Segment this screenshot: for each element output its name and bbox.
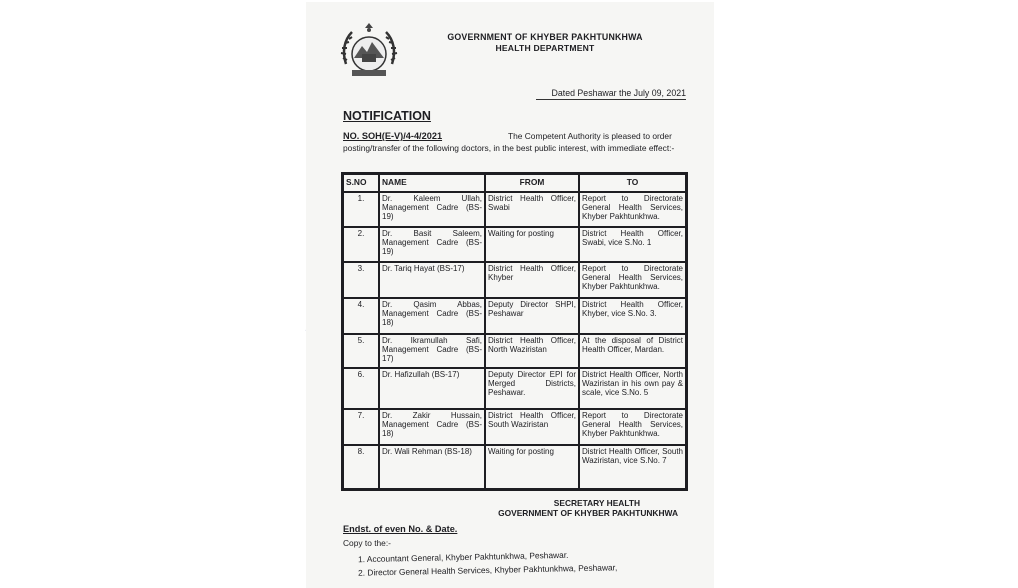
to-cell: District Health Officer, Swabi, vice S.No. 1	[579, 227, 686, 262]
signature-title: SECRETARY HEALTH	[553, 498, 640, 508]
intro-text-continued: posting/transfer of the following doctors, in the best public interest, with immediate effect:-	[343, 143, 675, 153]
sno-cell: 6.	[343, 368, 379, 409]
table-row	[343, 262, 686, 298]
sno-cell: 8.	[343, 445, 379, 489]
sno-cell: 4.	[343, 298, 379, 334]
from-cell: Deputy Director SHPI, Peshawar	[485, 298, 579, 334]
table-row	[343, 227, 686, 262]
from-cell: Waiting for posting	[485, 445, 579, 489]
notification-page	[306, 2, 714, 588]
sno-cell: 1.	[343, 192, 379, 227]
endorsement-heading: Endst. of even No. & Date.	[343, 524, 458, 534]
copy-to-label: Copy to the:-	[343, 538, 391, 548]
from-cell: District Health Officer, Khyber	[485, 262, 579, 298]
notification-number: NO. SOH(E-V)/4-4/2021	[343, 131, 443, 141]
name-cell: Dr. Zakir Hussain, Management Cadre (BS-18)	[379, 409, 485, 445]
to-cell: District Health Officer, North Waziristan in his own pay & scale, vice S.No. 5	[579, 368, 686, 409]
sno-cell: 7.	[343, 409, 379, 445]
from-cell: District Health Officer, North Waziristan	[485, 334, 579, 368]
to-cell: Report to Directorate General Health Services, Khyber Pakhtunkhwa.	[579, 262, 686, 298]
table-row	[343, 334, 686, 368]
from-cell: Deputy Director EPI for Merged Districts, Peshawar.	[485, 368, 579, 409]
name-cell: Dr. Qasim Abbas, Management Cadre (BS-18)	[379, 298, 485, 334]
header-from: FROM	[485, 174, 579, 192]
table-row	[343, 409, 686, 445]
notification-title: NOTIFICATION	[343, 109, 431, 123]
government-heading	[306, 32, 714, 54]
name-cell: Dr. Hafizullah (BS-17)	[379, 368, 485, 409]
name-cell: Dr. Tariq Hayat (BS-17)	[379, 262, 485, 298]
department-name: HEALTH DEPARTMENT	[495, 43, 595, 53]
copy-list-item: 1. Accountant General, Khyber Pakhtunkhwa, Peshawar.	[357, 549, 569, 565]
to-cell: Report to Directorate General Health Services, Khyber Pakhtunkhwa.	[579, 192, 686, 227]
header-name: NAME	[379, 174, 485, 192]
copy-list-item: 2. Director General Health Services, Khyber Pakhtunkhwa, Peshawar,	[357, 562, 618, 578]
to-cell: At the disposal of District Health Officer, Mardan.	[579, 334, 686, 368]
from-cell: District Health Officer, South Waziristan	[485, 409, 579, 445]
signature-block	[306, 498, 714, 518]
name-cell: Dr. Basit Saleem, Management Cadre (BS-19)	[379, 227, 485, 262]
header-sno: S.NO	[343, 174, 379, 192]
dated-line: Dated Peshawar the July 09, 2021	[536, 88, 686, 100]
posting-table	[341, 172, 688, 491]
sno-cell: 3.	[343, 262, 379, 298]
to-cell: District Health Officer, South Waziristan, vice S.No. 7	[579, 445, 686, 489]
table-row	[343, 445, 686, 489]
table-header-row	[343, 174, 686, 192]
table-row	[343, 298, 686, 334]
sno-cell: 5.	[343, 334, 379, 368]
signature-office: GOVERNMENT OF KHYBER PAKHTUNKHWA	[498, 508, 678, 518]
name-cell: Dr. Ikramullah Safi, Management Cadre (BS-17)	[379, 334, 485, 368]
table-row	[343, 368, 686, 409]
name-cell: Dr. Wali Rehman (BS-18)	[379, 445, 485, 489]
header-to: TO	[579, 174, 686, 192]
name-cell: Dr. Kaleem Ullah, Management Cadre (BS-19)	[379, 192, 485, 227]
sno-cell: 2.	[343, 227, 379, 262]
government-name: GOVERNMENT OF KHYBER PAKHTUNKHWA	[447, 32, 643, 42]
to-cell: Report to Directorate General Health Services, Khyber Pakhtunkhwa.	[579, 409, 686, 445]
to-cell: District Health Officer, Khyber, vice S.No. 3.	[579, 298, 686, 334]
intro-text-first-line: The Competent Authority is pleased to order	[508, 131, 672, 141]
table-row	[343, 192, 686, 227]
from-cell: District Health Officer, Swabi	[485, 192, 579, 227]
from-cell: Waiting for posting	[485, 227, 579, 262]
